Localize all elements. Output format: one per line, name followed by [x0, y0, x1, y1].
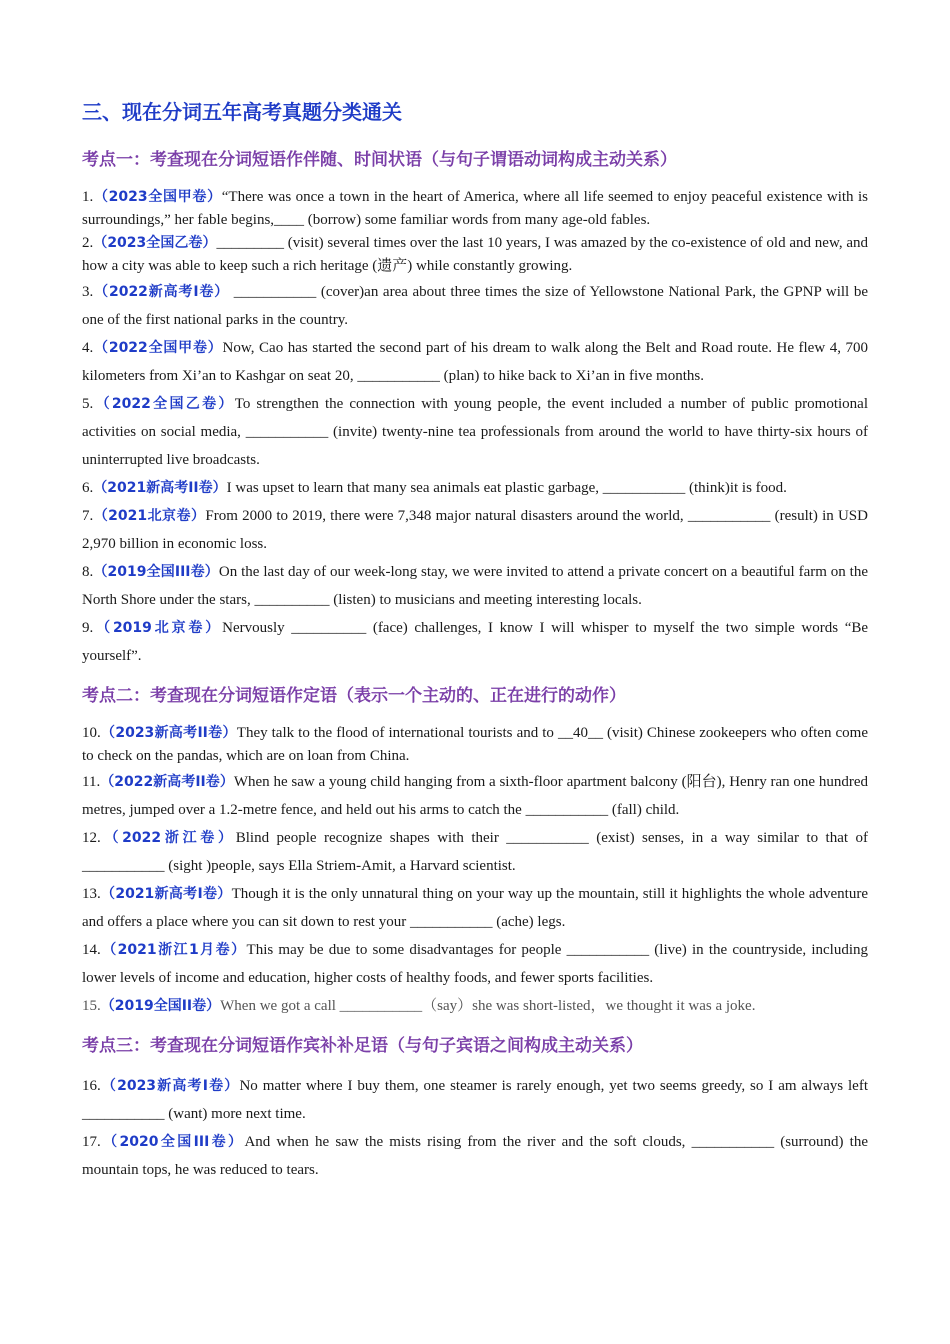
question-source: （2021新高考I卷）	[100, 886, 232, 902]
question-number: 7.	[82, 508, 94, 524]
question-item	[82, 186, 868, 232]
question-source: （2021浙江1月卷）	[100, 942, 247, 958]
question-item	[82, 474, 868, 502]
question-text: _________ (visit) several times over the last 10 years, I was amazed by the co-existence of old and new, and how a city was able to keep such a rich heritage (遗产) while constantly growing.	[82, 235, 869, 274]
question-number: 2.	[82, 235, 94, 251]
section-3	[82, 1032, 868, 1184]
question-text: “There was once a town in the heart of America, where all life seemed to enjoy peaceful existence with is surroundings,” her fable begins,____ (borrow) some familiar words from many age-old fables.	[82, 189, 868, 228]
question-source: （2021北京卷）	[93, 508, 206, 524]
question-item	[82, 390, 868, 474]
question-number: 16.	[82, 1078, 101, 1094]
question-item	[82, 936, 868, 992]
question-text: When he saw a young child hanging from a sixth-floor apartment balcony (阳台), Henry ran one hundred metres, jumped over a 1.2-metre fence, and held out his arms to catch the ___________ (fall) child.	[82, 774, 868, 818]
question-source: （2022浙江卷）	[100, 830, 236, 846]
question-source: （2023全国甲卷）	[93, 189, 222, 205]
question-item	[82, 278, 868, 334]
question-text: ___________ (cover)an area about three times the size of Yellowstone National Park, the GPNP will be one of the first national parks in the country.	[82, 284, 868, 328]
question-source: （2019北京卷）	[93, 620, 223, 636]
question-item	[82, 880, 868, 936]
question-item	[82, 334, 868, 390]
question-number: 6.	[82, 480, 94, 496]
question-item	[82, 824, 868, 880]
question-text: No matter where I buy them, one steamer is rarely enough, yet two seems greedy, so I am always left ___________ (want) more next time.	[82, 1078, 868, 1122]
question-item	[82, 232, 868, 278]
question-source: （2022新高考I卷）	[93, 284, 230, 300]
question-source: （2023新高考I卷）	[100, 1078, 240, 1094]
question-number: 5.	[82, 396, 94, 412]
question-number: 17.	[82, 1134, 101, 1150]
question-number: 13.	[82, 886, 101, 902]
document-page	[82, 96, 868, 1184]
question-number: 12.	[82, 830, 101, 846]
question-source: （2019全国III卷）	[93, 564, 219, 580]
question-number: 11.	[82, 774, 101, 790]
question-source: （2020全国III卷）	[100, 1134, 245, 1150]
question-number: 8.	[82, 564, 94, 580]
question-number: 3.	[82, 284, 94, 300]
question-item	[82, 722, 868, 768]
question-item	[82, 1072, 868, 1128]
question-number: 4.	[82, 340, 94, 356]
question-text: From 2000 to 2019, there were 7,348 major natural disasters around the world, ___________ (result) in USD 2,970 billion in economic loss.	[82, 508, 868, 552]
question-number: 9.	[82, 620, 94, 636]
question-list	[82, 186, 868, 670]
question-text: Though it is the only unnatural thing on your way up the mountain, still it highlights the whole adventure and offers a place where you can sit down to rest your ___________ (ache) legs.	[82, 886, 868, 930]
question-text: I was upset to learn that many sea animals eat plastic garbage, ___________ (think)it is food.	[226, 480, 787, 496]
question-source: （2021新高考II卷）	[93, 480, 227, 496]
page-title: 三、现在分词五年高考真题分类通关	[82, 100, 402, 124]
question-item	[82, 1128, 868, 1184]
question-source: （2019全国II卷）	[100, 998, 221, 1014]
question-number: 14.	[82, 942, 101, 958]
question-text: This may be due to some disadvantages for people ___________ (live) in the countryside, including lower levels of income and education, higher costs of healthy foods, and fewer sports facilities.	[82, 942, 868, 986]
question-item	[82, 558, 868, 614]
question-source: （2022全国甲卷）	[93, 340, 223, 356]
question-item	[82, 992, 868, 1020]
question-text: And when he saw the mists rising from the river and the soft clouds, ___________ (surround) the mountain tops, he was reduced to tears.	[82, 1134, 868, 1178]
question-item	[82, 614, 868, 670]
question-number: 1.	[82, 189, 94, 205]
question-source: （2023全国乙卷）	[93, 235, 217, 251]
question-item	[82, 502, 868, 558]
question-text: On the last day of our week-long stay, we were invited to attend a private concert on a beautiful farm on the North Shore under the stars, __________ (listen) to musicians and meeting interesting locals.	[82, 564, 868, 608]
question-text: Nervously __________ (face) challenges, I know I will whisper to myself the two simple words “Be yourself”.	[82, 620, 869, 664]
question-source: （2023新高考II卷）	[100, 725, 237, 741]
question-text: They talk to the flood of international tourists and to __40__ (visit) Chinese zookeepers who often come to check on the pandas, which are on loan from China.	[82, 725, 868, 764]
section-2	[82, 682, 868, 1020]
question-source: （2022全国乙卷）	[93, 396, 235, 412]
section-1	[82, 146, 868, 670]
question-list	[82, 722, 868, 1020]
section-heading: 考点二：考查现在分词短语作定语（表示一个主动的、正在进行的动作）	[82, 686, 626, 706]
question-number: 10.	[82, 725, 101, 741]
question-number: 15.	[82, 998, 101, 1014]
question-text: Now, Cao has started the second part of his dream to walk along the Belt and Road route. He flew 4, 700 kilometers from Xi’an to Kashgar on seat 20, ___________ (plan) to hike back to Xi’an in five months.	[82, 340, 868, 384]
section-heading: 考点三：考查现在分词短语作宾补补足语（与句子宾语之间构成主动关系）	[82, 1036, 643, 1056]
question-text: When we got a call ___________（say）she was short-listed，we thought it was a joke.	[220, 998, 756, 1014]
section-heading: 考点一：考查现在分词短语作伴随、时间状语（与句子谓语动词构成主动关系）	[82, 150, 677, 170]
question-text: Blind people recognize shapes with their ___________ (exist) senses, in a way similar to that of ___________ (sight )people, says Ella Striem-Amit, a Harvard scientist.	[82, 830, 869, 874]
question-source: （2022新高考II卷）	[100, 774, 234, 790]
question-item	[82, 768, 868, 824]
question-list	[82, 1072, 868, 1184]
question-text: To strengthen the connection with young people, the event included a number of public promotional activities on social media, ___________ (invite) twenty-nine tea professionals from around the world to have thirty-six hours of uninterrupted live broadcasts.	[82, 396, 868, 468]
